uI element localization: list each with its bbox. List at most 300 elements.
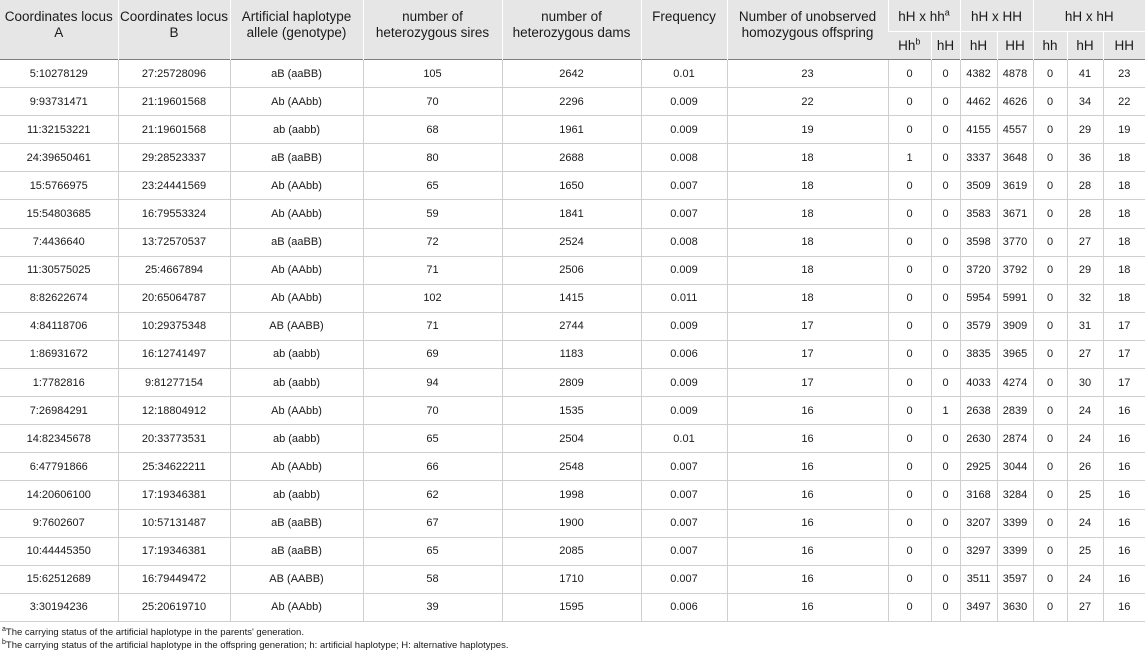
table-cell: ab (aabb) <box>230 116 363 144</box>
table-cell: 32 <box>1067 284 1103 312</box>
header-unobserved-offspring: Number of unobserved homozygous offspring <box>727 0 888 60</box>
table-cell: 0 <box>1033 172 1067 200</box>
table-cell: 0 <box>888 369 931 397</box>
table-row <box>0 537 1145 565</box>
table-cell: 0 <box>888 284 931 312</box>
table-row <box>0 340 1145 368</box>
table-cell: 14:82345678 <box>0 425 118 453</box>
table-cell: 16 <box>727 593 888 621</box>
table-cell: 0 <box>931 565 960 593</box>
table-cell: 0 <box>1033 116 1067 144</box>
table-cell: 65 <box>363 425 502 453</box>
table-cell: 58 <box>363 565 502 593</box>
table-cell: 14:20606100 <box>0 481 118 509</box>
table-cell: 0.01 <box>641 425 727 453</box>
table-cell: aB (aaBB) <box>230 144 363 172</box>
table-cell: 0 <box>888 397 931 425</box>
table-cell: 2925 <box>960 453 997 481</box>
table-row <box>0 228 1145 256</box>
table-cell: 39 <box>363 593 502 621</box>
table-cell: 16 <box>1103 537 1145 565</box>
table-cell: 5:10278129 <box>0 60 118 88</box>
table-cell: 102 <box>363 284 502 312</box>
table-cell: 1:86931672 <box>0 340 118 368</box>
table-cell: 0.009 <box>641 312 727 340</box>
table-cell: 1415 <box>502 284 641 312</box>
table-cell: 70 <box>363 88 502 116</box>
table-row <box>0 425 1145 453</box>
table-cell: 3497 <box>960 593 997 621</box>
table-cell: 25 <box>1067 537 1103 565</box>
table-cell: 27:25728096 <box>118 60 230 88</box>
table-row <box>0 397 1145 425</box>
table-cell: 0.006 <box>641 340 727 368</box>
table-cell: 0 <box>888 509 931 537</box>
table-cell: 23:24441569 <box>118 172 230 200</box>
header-frequency: Frequency <box>641 0 727 60</box>
table-cell: 1 <box>931 397 960 425</box>
table-cell: 18 <box>1103 200 1145 228</box>
table-cell: 3168 <box>960 481 997 509</box>
group-label: hH x hh <box>898 9 945 24</box>
table-cell: 16 <box>727 509 888 537</box>
table-cell: 0 <box>931 481 960 509</box>
table-cell: 0.01 <box>641 60 727 88</box>
table-cell: 0 <box>888 537 931 565</box>
table-cell: 17 <box>727 340 888 368</box>
table-row <box>0 481 1145 509</box>
subheader-hH: hH <box>931 32 960 60</box>
table-cell: 0 <box>1033 509 1067 537</box>
table-cell: 2809 <box>502 369 641 397</box>
table-cell: 18 <box>1103 172 1145 200</box>
table-cell: 3044 <box>997 453 1033 481</box>
table-cell: 0 <box>1033 425 1067 453</box>
table-cell: 0 <box>1033 369 1067 397</box>
table-cell: 0 <box>888 453 931 481</box>
table-cell: 0.011 <box>641 284 727 312</box>
table-body <box>0 60 1145 622</box>
table-cell: 0.009 <box>641 256 727 284</box>
table-cell: 2548 <box>502 453 641 481</box>
table-cell: 17 <box>727 369 888 397</box>
table-cell: aB (aaBB) <box>230 537 363 565</box>
table-cell: 59 <box>363 200 502 228</box>
table-cell: 2524 <box>502 228 641 256</box>
table-cell: 0 <box>1033 565 1067 593</box>
table-cell: 80 <box>363 144 502 172</box>
table-cell: 0 <box>888 565 931 593</box>
table-cell: 16:79553324 <box>118 200 230 228</box>
table-cell: 0 <box>931 537 960 565</box>
table-cell: 0 <box>931 60 960 88</box>
table-cell: 65 <box>363 172 502 200</box>
table-row <box>0 312 1145 340</box>
table-cell: 3399 <box>997 537 1033 565</box>
table-cell: 0 <box>931 284 960 312</box>
header-group-hh-x-HH: hH x HH <box>960 0 1033 32</box>
table-cell: 25:4667894 <box>118 256 230 284</box>
table-cell: 0 <box>931 228 960 256</box>
table-cell: 0 <box>931 312 960 340</box>
table-cell: 0 <box>888 228 931 256</box>
table-row <box>0 88 1145 116</box>
table-cell: 2744 <box>502 312 641 340</box>
table-cell: 0.007 <box>641 481 727 509</box>
table-cell: 16 <box>727 481 888 509</box>
table-cell: 4033 <box>960 369 997 397</box>
table-cell: 68 <box>363 116 502 144</box>
header-heterozygous-sires: number of heterozygous sires <box>363 0 502 60</box>
table-cell: 4:84118706 <box>0 312 118 340</box>
table-cell: 17 <box>1103 369 1145 397</box>
table-cell: 3583 <box>960 200 997 228</box>
table-cell: 25:34622211 <box>118 453 230 481</box>
table-cell: 18 <box>727 228 888 256</box>
table-cell: 24 <box>1067 565 1103 593</box>
table-cell: 3579 <box>960 312 997 340</box>
table-cell: 0 <box>888 172 931 200</box>
table-cell: 20:65064787 <box>118 284 230 312</box>
table-cell: ab (aabb) <box>230 369 363 397</box>
table-cell: 16 <box>1103 509 1145 537</box>
table-cell: 16:79449472 <box>118 565 230 593</box>
table-cell: 0 <box>931 369 960 397</box>
table-cell: 4382 <box>960 60 997 88</box>
table-cell: 30 <box>1067 369 1103 397</box>
subheader-hh: hh <box>1033 32 1067 60</box>
table-cell: 16 <box>727 425 888 453</box>
table-cell: 0 <box>888 200 931 228</box>
table-cell: 18 <box>1103 144 1145 172</box>
table-cell: 17 <box>1103 312 1145 340</box>
table-cell: 0 <box>1033 481 1067 509</box>
table-cell: 15:54803685 <box>0 200 118 228</box>
table-cell: 5991 <box>997 284 1033 312</box>
table-cell: 3965 <box>997 340 1033 368</box>
table-cell: 65 <box>363 537 502 565</box>
table-cell: 18 <box>727 144 888 172</box>
table-cell: 2642 <box>502 60 641 88</box>
table-cell: 0 <box>931 509 960 537</box>
table-cell: 3630 <box>997 593 1033 621</box>
table-cell: 8:82622674 <box>0 284 118 312</box>
table-cell: 19 <box>727 116 888 144</box>
table-cell: 16:12741497 <box>118 340 230 368</box>
table-row <box>0 172 1145 200</box>
table-cell: 11:30575025 <box>0 256 118 284</box>
table-cell: 0.007 <box>641 453 727 481</box>
table-cell: 3297 <box>960 537 997 565</box>
table-cell: 0.007 <box>641 537 727 565</box>
table-cell: 31 <box>1067 312 1103 340</box>
table-cell: 7:4436640 <box>0 228 118 256</box>
table-cell: 0 <box>1033 593 1067 621</box>
footnote-a <box>2 626 1145 639</box>
header-haplotype-allele: Artificial haplotype allele (genotype) <box>230 0 363 60</box>
table-cell: 0 <box>888 593 931 621</box>
table-cell: 0 <box>888 340 931 368</box>
table-cell: 15:5766975 <box>0 172 118 200</box>
table-row <box>0 565 1145 593</box>
table-cell: 25:20619710 <box>118 593 230 621</box>
table-row <box>0 509 1145 537</box>
table-cell: 18 <box>727 200 888 228</box>
table-cell: 0 <box>931 340 960 368</box>
table-cell: 1535 <box>502 397 641 425</box>
table-cell: 0.009 <box>641 397 727 425</box>
table-cell: 0.007 <box>641 509 727 537</box>
table-cell: 16 <box>1103 425 1145 453</box>
table-cell: ab (aabb) <box>230 425 363 453</box>
table-cell: 19 <box>1103 116 1145 144</box>
subheader-HH: HH <box>1103 32 1145 60</box>
table-cell: 0 <box>931 425 960 453</box>
table-cell: 16 <box>727 537 888 565</box>
table-row <box>0 144 1145 172</box>
table-cell: 66 <box>363 453 502 481</box>
footnote-a-text: The carrying status of the artificial haplotype in the parents' generation. <box>5 626 304 638</box>
table-cell: 0 <box>888 312 931 340</box>
table-cell: ab (aabb) <box>230 340 363 368</box>
table-cell: 1998 <box>502 481 641 509</box>
table-cell: 18 <box>1103 228 1145 256</box>
table-cell: 18 <box>727 284 888 312</box>
table-cell: 24 <box>1067 509 1103 537</box>
table-cell: Ab (AAbb) <box>230 256 363 284</box>
table-cell: 3509 <box>960 172 997 200</box>
table-cell: 10:57131487 <box>118 509 230 537</box>
table-cell: 3399 <box>997 509 1033 537</box>
table-cell: 12:18804912 <box>118 397 230 425</box>
table-cell: 3284 <box>997 481 1033 509</box>
table-cell: 0 <box>1033 537 1067 565</box>
table-cell: 21:19601568 <box>118 88 230 116</box>
table-row <box>0 200 1145 228</box>
footnotes <box>0 622 1145 652</box>
table-cell: 1183 <box>502 340 641 368</box>
table-cell: Ab (AAbb) <box>230 172 363 200</box>
table-cell: 16 <box>1103 593 1145 621</box>
table-cell: 0 <box>888 116 931 144</box>
table-cell: 36 <box>1067 144 1103 172</box>
table-cell: 18 <box>727 256 888 284</box>
table-cell: 22 <box>727 88 888 116</box>
header-heterozygous-dams: number of heterozygous dams <box>502 0 641 60</box>
subheader-hH: hH <box>1067 32 1103 60</box>
table-cell: 1650 <box>502 172 641 200</box>
table-cell: 3671 <box>997 200 1033 228</box>
table-cell: 0 <box>1033 228 1067 256</box>
table-cell: 0 <box>931 172 960 200</box>
table-cell: 41 <box>1067 60 1103 88</box>
table-header <box>0 0 1145 60</box>
table-cell: 15:62512689 <box>0 565 118 593</box>
footnote-b-mark: b <box>2 638 6 646</box>
table-row <box>0 369 1145 397</box>
footnote-b-text: The carrying status of the artificial haplotype in the offspring generation; h: artificial haplotype; H: alternative haplotypes. <box>5 639 509 651</box>
table-cell: 2506 <box>502 256 641 284</box>
table-cell: 34 <box>1067 88 1103 116</box>
table-cell: aB (aaBB) <box>230 60 363 88</box>
table-cell: 0.007 <box>641 172 727 200</box>
table-cell: 0 <box>1033 453 1067 481</box>
table-cell: 16 <box>727 453 888 481</box>
table-cell: Ab (AAbb) <box>230 200 363 228</box>
table-cell: 0 <box>931 200 960 228</box>
table-cell: 2085 <box>502 537 641 565</box>
table-cell: 2688 <box>502 144 641 172</box>
table-cell: 29 <box>1067 116 1103 144</box>
table-cell: 3337 <box>960 144 997 172</box>
table-cell: 21:19601568 <box>118 116 230 144</box>
table-cell: 0 <box>888 60 931 88</box>
table-cell: 16 <box>1103 453 1145 481</box>
table-cell: 24 <box>1067 397 1103 425</box>
table-cell: 3792 <box>997 256 1033 284</box>
table-cell: 3511 <box>960 565 997 593</box>
table-cell: 0.007 <box>641 565 727 593</box>
table-cell: 0.008 <box>641 144 727 172</box>
table-cell: 2874 <box>997 425 1033 453</box>
subheader-HH: HH <box>997 32 1033 60</box>
table-cell: 0 <box>888 481 931 509</box>
table-cell: 0 <box>888 88 931 116</box>
table-cell: 0 <box>1033 144 1067 172</box>
table-cell: 67 <box>363 509 502 537</box>
table-row <box>0 256 1145 284</box>
table-cell: 16 <box>1103 397 1145 425</box>
table-cell: 70 <box>363 397 502 425</box>
table-cell: 0.008 <box>641 228 727 256</box>
table-cell: 4878 <box>997 60 1033 88</box>
table-cell: 1:7782816 <box>0 369 118 397</box>
table-row <box>0 453 1145 481</box>
table-cell: 24 <box>1067 425 1103 453</box>
table-cell: AB (AABB) <box>230 565 363 593</box>
table-cell: 105 <box>363 60 502 88</box>
table-cell: 4155 <box>960 116 997 144</box>
table-cell: 0 <box>888 425 931 453</box>
table-cell: 23 <box>1103 60 1145 88</box>
table-cell: 0 <box>888 256 931 284</box>
table-cell: 18 <box>1103 284 1145 312</box>
header-coordinates-locus-a: Coordinates locus A <box>0 0 118 60</box>
table-cell: AB (AABB) <box>230 312 363 340</box>
table-cell: 1841 <box>502 200 641 228</box>
table-row <box>0 116 1145 144</box>
table-cell: 20:33773531 <box>118 425 230 453</box>
table-cell: 0 <box>1033 60 1067 88</box>
header-group-hh-x-hh <box>888 0 960 32</box>
table-cell: 0 <box>931 88 960 116</box>
table-cell: 0.009 <box>641 88 727 116</box>
table-cell: 3207 <box>960 509 997 537</box>
table-cell: 17:19346381 <box>118 481 230 509</box>
table-cell: 29:28523337 <box>118 144 230 172</box>
header-group-hh-x-hH: hH x hH <box>1033 0 1145 32</box>
table-cell: 4462 <box>960 88 997 116</box>
table-cell: 2630 <box>960 425 997 453</box>
subheader-Hh <box>888 32 931 60</box>
table-cell: 28 <box>1067 200 1103 228</box>
table-cell: 2638 <box>960 397 997 425</box>
footnote-b <box>2 639 1145 652</box>
header-coordinates-locus-b: Coordinates locus B <box>118 0 230 60</box>
table-cell: 0 <box>1033 340 1067 368</box>
subheader-hH: hH <box>960 32 997 60</box>
table-cell: 9:93731471 <box>0 88 118 116</box>
table-cell: 3598 <box>960 228 997 256</box>
table-cell: Ab (AAbb) <box>230 593 363 621</box>
table-cell: 11:32153221 <box>0 116 118 144</box>
table-cell: 1710 <box>502 565 641 593</box>
table-cell: 3:30194236 <box>0 593 118 621</box>
table-cell: 9:7602607 <box>0 509 118 537</box>
table-cell: 16 <box>727 397 888 425</box>
table-cell: 10:44445350 <box>0 537 118 565</box>
table-cell: 24:39650461 <box>0 144 118 172</box>
table-cell: 0 <box>1033 200 1067 228</box>
table-cell: 0 <box>931 144 960 172</box>
table-cell: 4274 <box>997 369 1033 397</box>
table-cell: 13:72570537 <box>118 228 230 256</box>
table-cell: Ab (AAbb) <box>230 88 363 116</box>
table-cell: Ab (AAbb) <box>230 397 363 425</box>
table-row <box>0 60 1145 88</box>
table-cell: Ab (AAbb) <box>230 284 363 312</box>
table-cell: 16 <box>727 565 888 593</box>
table-cell: 27 <box>1067 593 1103 621</box>
footnote-a-mark: a <box>2 625 6 633</box>
table-cell: 6:47791866 <box>0 453 118 481</box>
table-cell: 5954 <box>960 284 997 312</box>
footnote-mark-b: b <box>915 36 921 46</box>
table-cell: 94 <box>363 369 502 397</box>
footnote-mark-a: a <box>944 7 950 18</box>
table-cell: 1900 <box>502 509 641 537</box>
table-cell: 1595 <box>502 593 641 621</box>
table-cell: 1 <box>888 144 931 172</box>
table-cell: 72 <box>363 228 502 256</box>
table-cell: 4557 <box>997 116 1033 144</box>
table-cell: 0 <box>931 453 960 481</box>
table-cell: 18 <box>727 172 888 200</box>
table-cell: 2504 <box>502 425 641 453</box>
table-cell: 3835 <box>960 340 997 368</box>
table-cell: 2296 <box>502 88 641 116</box>
table-cell: 0 <box>1033 256 1067 284</box>
table-cell: 71 <box>363 312 502 340</box>
table-cell: 0 <box>1033 312 1067 340</box>
table-cell: 3720 <box>960 256 997 284</box>
table-cell: 0.009 <box>641 116 727 144</box>
table-row <box>0 284 1145 312</box>
table-cell: 0 <box>931 256 960 284</box>
table-cell: 17 <box>727 312 888 340</box>
table-row <box>0 593 1145 621</box>
table-cell: 26 <box>1067 453 1103 481</box>
table-cell: 0 <box>1033 88 1067 116</box>
table-cell: aB (aaBB) <box>230 509 363 537</box>
table-cell: 69 <box>363 340 502 368</box>
table-cell: 0.009 <box>641 369 727 397</box>
table-cell: 16 <box>1103 565 1145 593</box>
table-cell: 3909 <box>997 312 1033 340</box>
table-cell: 18 <box>1103 256 1145 284</box>
table-cell: 71 <box>363 256 502 284</box>
table-cell: 22 <box>1103 88 1145 116</box>
